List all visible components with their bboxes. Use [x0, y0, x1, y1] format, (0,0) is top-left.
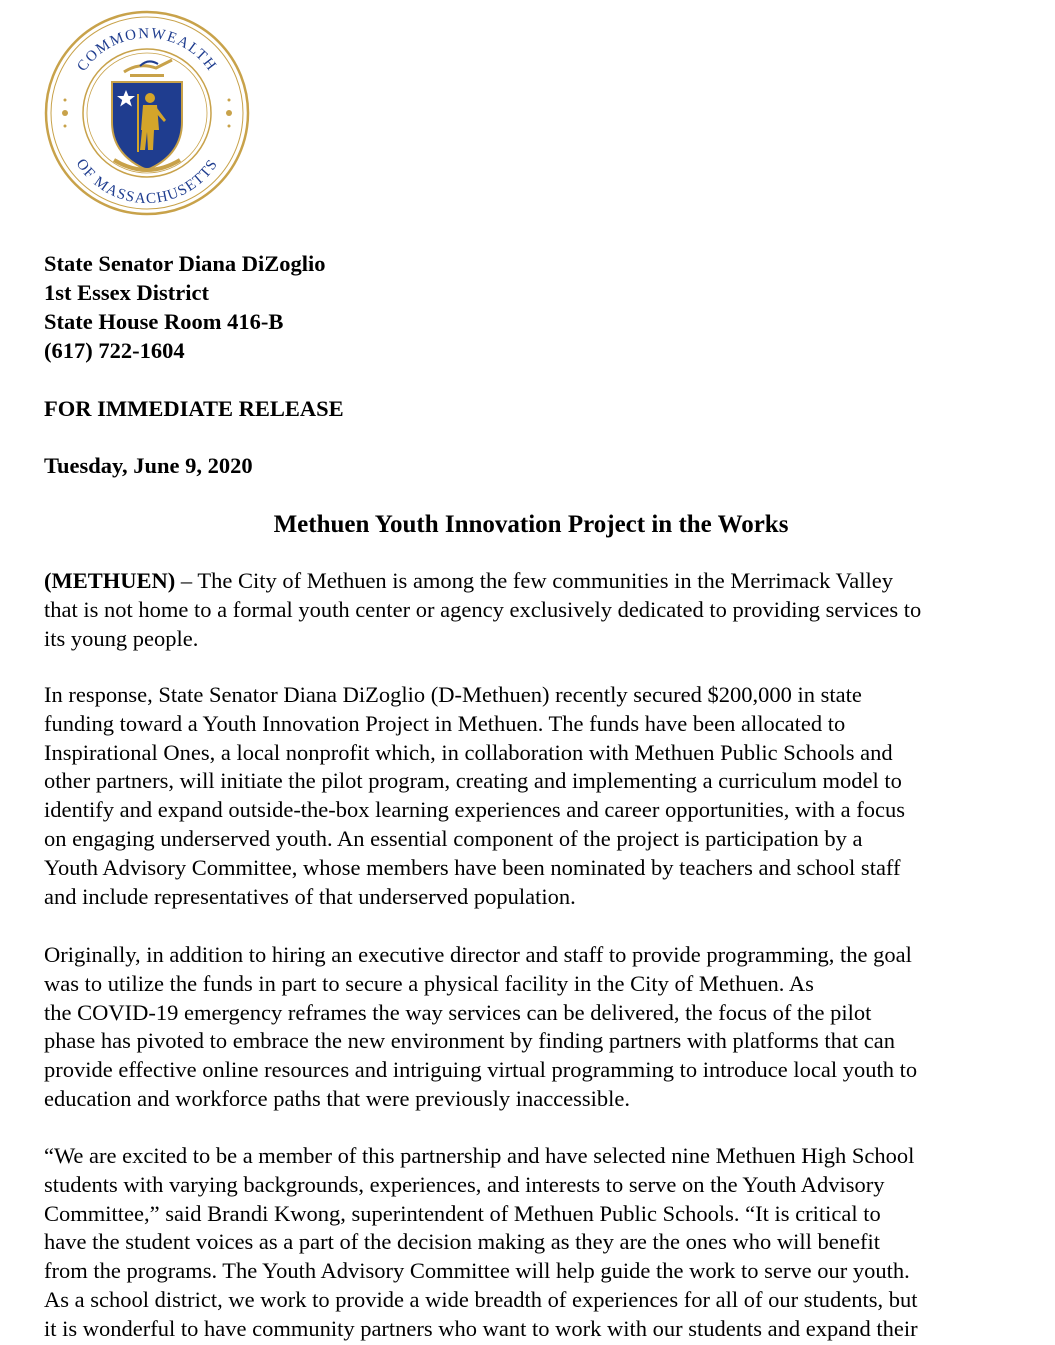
paragraph-line: education and workforce paths that were previously inaccessible. [44, 1085, 631, 1111]
paragraph-line: from the programs. The Youth Advisory Committee will help guide the work to serve our youth. [44, 1258, 910, 1284]
paragraph-covid-pivot [44, 941, 1034, 1114]
seal-bottom-text: OF MASSACHUSETTS [72, 156, 222, 208]
dateline: (METHUEN) [44, 568, 176, 593]
paragraph-line: its young people. [44, 625, 199, 651]
paragraph-line: Originally, in addition to hiring an executive director and staff to provide programming, the goal [44, 942, 912, 967]
paragraph-line: the COVID-19 emergency reframes the way services can be delivered, the focus of the pilot [44, 999, 872, 1025]
paragraph-line: phase has pivoted to embrace the new environment by finding partners with platforms that can [44, 1028, 896, 1054]
paragraph-line: In response, State Senator Diana DiZoglio (D-Methuen) recently secured $200,000 in state [44, 682, 862, 707]
release-date: Tuesday, June 9, 2020 [44, 453, 253, 478]
paragraph-line: was to utilize the funds in part to secure a physical facility in the City of Methuen. As [44, 970, 814, 996]
paragraph-line: Inspirational Ones, a local nonprofit which, in collaboration with Methuen Public Schools and [44, 739, 893, 765]
seal-top-text: COMMONWEALTH [74, 25, 220, 75]
paragraph-line: other partners, will initiate the pilot program, creating and implementing a curriculum model to [44, 768, 902, 794]
paragraph-line: on engaging underserved youth. An essential component of the project is participation by a [44, 825, 863, 851]
paragraph-line: As a school district, we work to provide a wide breadth of experiences for all of our students, but [44, 1286, 918, 1312]
paragraph-line: identify and expand outside-the-box learning experiences and career opportunities, with a focus [44, 797, 905, 823]
paragraph-line: and include representatives of that underserved population. [44, 883, 576, 909]
seal-graphic [44, 10, 250, 216]
paragraph-line: provide effective online resources and intriguing virtual programming to introduce local youth to [44, 1057, 918, 1083]
sender-phone: (617) 722-1604 [44, 338, 185, 363]
sender-district: 1st Essex District [44, 280, 209, 305]
paragraph-line-text: – The City of Methuen is among the few communities in the Merrimack Valley [175, 568, 894, 593]
paragraph-intro [44, 567, 1034, 653]
headline: Methuen Youth Innovation Project in the Works [273, 511, 789, 538]
massachusetts-seal [44, 10, 250, 216]
sender-name: State Senator Diana DiZoglio [44, 251, 326, 276]
sender-info [44, 249, 325, 365]
paragraph-line: that is not home to a formal youth center or agency exclusively dedicated to providing services to [44, 596, 922, 622]
paragraph-line [44, 567, 1034, 596]
paragraph-funding [44, 681, 1034, 911]
paragraph-line: students with varying backgrounds, experiences, and interests to serve on the Youth Advisory [44, 1171, 885, 1197]
paragraph-line: it is wonderful to have community partners who want to work with our students and expand their [44, 1315, 918, 1341]
paragraph-line: “We are excited to be a member of this partnership and have selected nine Methuen High School [44, 1143, 915, 1168]
release-label: FOR IMMEDIATE RELEASE [44, 396, 344, 421]
sender-office: State House Room 416-B [44, 309, 284, 334]
paragraph-line: have the student voices as a part of the decision making as they are the ones who will benefit [44, 1229, 880, 1255]
paragraph-line: Youth Advisory Committee, whose members have been nominated by teachers and school staff [44, 854, 901, 880]
paragraph-line: funding toward a Youth Innovation Project in Methuen. The funds have been allocated to [44, 710, 846, 736]
paragraph-line: Committee,” said Brandi Kwong, superintendent of Methuen Public Schools. “It is critical to [44, 1200, 881, 1226]
paragraph-quote [44, 1142, 1034, 1344]
